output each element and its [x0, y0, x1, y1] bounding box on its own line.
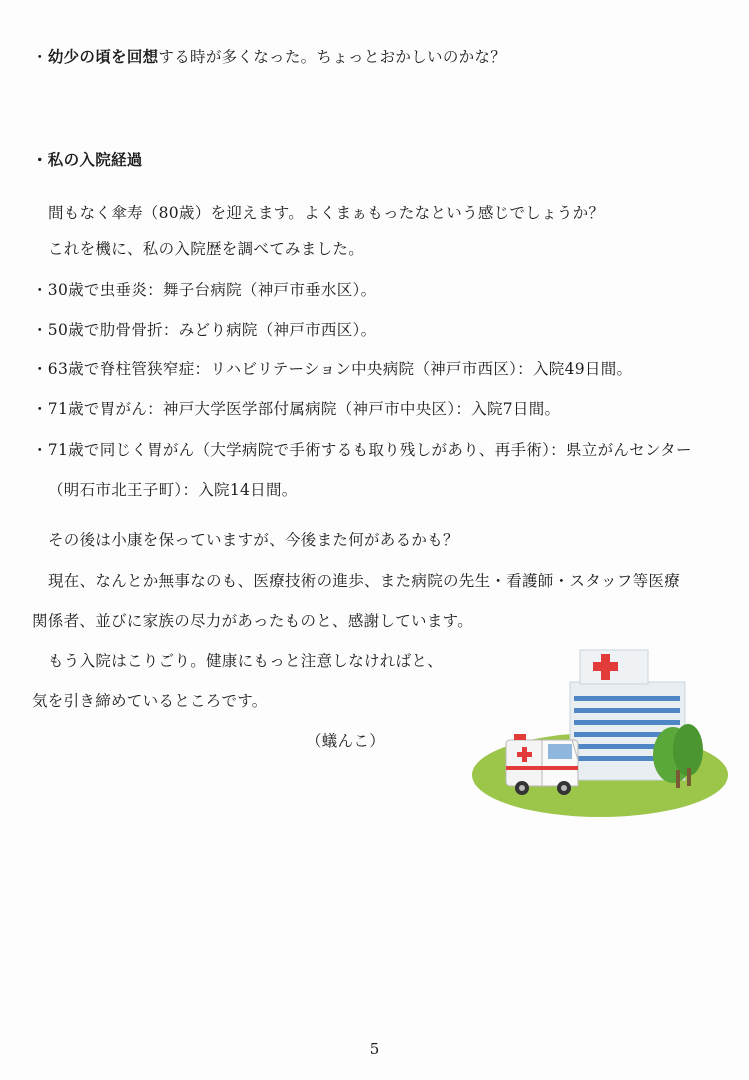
history-item-3: ・63歳で脊柱管狭窄症：リハビリテーション中央病院（神戸市西区）：入院49日間。 [32, 360, 633, 378]
paragraph-5-cont: 気を引き締めているところです。 [32, 692, 268, 710]
history-item-1: ・30歳で虫垂炎：舞子台病院（神戸市垂水区）。 [32, 281, 377, 299]
history-item-4: ・71歳で胃がん：神戸大学医学部付属病院（神戸市中央区）：入院7日間。 [32, 400, 561, 418]
page-number: 5 [369, 1040, 380, 1058]
bold-phrase: 幼少の頃を回想 [47, 47, 159, 66]
paragraph-2: これを機に、私の入院歴を調べてみました。 [48, 240, 365, 258]
signature: （蟻んこ） [306, 732, 386, 750]
paragraph-3: その後は小康を保っていますが、今後また何があるかも？ [48, 531, 459, 549]
history-item-5: ・71歳で同じく胃がん（大学病院で手術するも取り残しがあり、再手術）：県立がんセンター [32, 441, 692, 459]
history-item-5-cont: （明石市北王子町）：入院14日間。 [48, 481, 298, 499]
paragraph-5: もう入院はこりごり。健康にもっと注意しなければと、 [48, 652, 444, 670]
line-rest: する時が多くなった。ちょっとおかしいのかな？ [158, 48, 507, 66]
hospital-with-ambulance-icon [470, 640, 740, 830]
history-item-2: ・50歳で肋骨骨折：みどり病院（神戸市西区）。 [32, 321, 377, 339]
paragraph-1: 間もなく傘寿（80歳）を迎えます。よくまぁもったなという感じでしょうか？ [48, 204, 605, 222]
line-reminisce [32, 47, 506, 67]
paragraph-4: 現在、なんとか無事なのも、医療技術の進歩、また病院の先生・看護師・スタッフ等医療 [48, 572, 681, 590]
section-heading: ・私の入院経過 [32, 150, 143, 169]
bullet: ・ [32, 48, 48, 66]
paragraph-4-cont: 関係者、並びに家族の尽力があったものと、感謝しています。 [32, 612, 474, 630]
